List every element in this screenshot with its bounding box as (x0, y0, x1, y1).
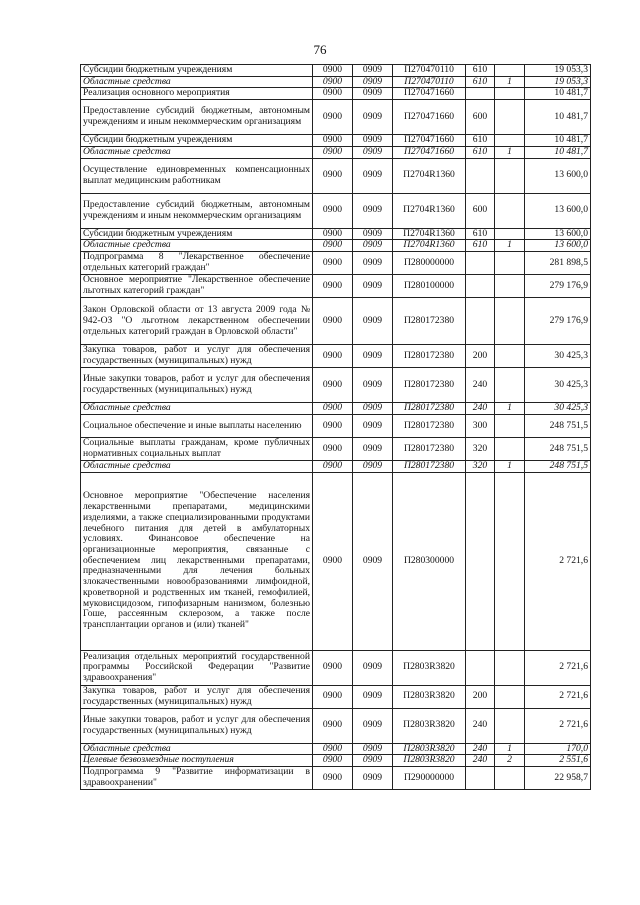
funding-source-code (495, 100, 525, 135)
funding-source-code: 1 (495, 403, 525, 415)
ministry-code: 0900 (313, 743, 353, 755)
funding-source-code (495, 650, 525, 685)
amount: 279 176,9 (525, 298, 591, 345)
section-code: 0909 (353, 298, 393, 345)
row-name: Субсидии бюджетным учреждениям (81, 228, 313, 240)
target-code: П2803R3820 (393, 650, 466, 685)
expense-type-code (466, 88, 495, 100)
expense-type-code (466, 472, 495, 650)
row-name: Иные закупки товаров, работ и услуг для обеспечения государственных (муниципальных) нужд (81, 708, 313, 743)
section-code: 0909 (353, 437, 393, 460)
table-row (81, 228, 591, 240)
target-code: П2803R3820 (393, 708, 466, 743)
ministry-code: 0900 (313, 414, 353, 437)
amount: 248 751,5 (525, 437, 591, 460)
row-name: Социальные выплаты гражданам, кроме публичных нормативных социальных выплат (81, 437, 313, 460)
amount: 22 958,7 (525, 767, 591, 790)
table-row (81, 460, 591, 472)
ministry-code: 0900 (313, 76, 353, 88)
row-name: Осуществление единовременных компенсационных выплат медицинским работникам (81, 158, 313, 193)
row-name: Целевые безвозмездные поступления (81, 755, 313, 767)
table-row (81, 403, 591, 415)
table-row (81, 135, 591, 147)
funding-source-code (495, 65, 525, 77)
section-code: 0909 (353, 460, 393, 472)
funding-source-code (495, 414, 525, 437)
amount: 13 600,0 (525, 158, 591, 193)
ministry-code: 0900 (313, 685, 353, 708)
row-name: Реализация основного мероприятия (81, 88, 313, 100)
funding-source-code (495, 88, 525, 100)
amount: 281 898,5 (525, 252, 591, 275)
row-name: Реализация отдельных мероприятий государственной программы Российской Федерации "Развитие здравоохранения" (81, 650, 313, 685)
section-code: 0909 (353, 685, 393, 708)
ministry-code: 0900 (313, 65, 353, 77)
amount: 19 053,3 (525, 76, 591, 88)
target-code: П270470110 (393, 65, 466, 77)
target-code: П280172380 (393, 437, 466, 460)
funding-source-code (495, 252, 525, 275)
expense-type-code (466, 767, 495, 790)
table-row (81, 345, 591, 368)
target-code: П270471660 (393, 100, 466, 135)
row-name: Областные средства (81, 743, 313, 755)
ministry-code: 0900 (313, 146, 353, 158)
table-row (81, 368, 591, 403)
expense-type-code: 240 (466, 708, 495, 743)
ministry-code: 0900 (313, 100, 353, 135)
table-row (81, 743, 591, 755)
ministry-code: 0900 (313, 767, 353, 790)
expense-type-code: 600 (466, 100, 495, 135)
target-code: П280172380 (393, 368, 466, 403)
table-row (81, 767, 591, 790)
ministry-code: 0900 (313, 298, 353, 345)
amount: 30 425,3 (525, 368, 591, 403)
funding-source-code (495, 345, 525, 368)
section-code: 0909 (353, 240, 393, 252)
target-code: П280100000 (393, 275, 466, 298)
section-code: 0909 (353, 76, 393, 88)
section-code: 0909 (353, 228, 393, 240)
section-code: 0909 (353, 767, 393, 790)
target-code: П280172380 (393, 460, 466, 472)
row-name: Подпрограмма 8 "Лекарственное обеспечение отдельных категорий граждан" (81, 252, 313, 275)
funding-source-code: 1 (495, 146, 525, 158)
section-code: 0909 (353, 650, 393, 685)
ministry-code: 0900 (313, 472, 353, 650)
amount: 10 481,7 (525, 146, 591, 158)
funding-source-code (495, 298, 525, 345)
page-number: 76 (313, 42, 327, 57)
section-code: 0909 (353, 345, 393, 368)
funding-source-code: 1 (495, 460, 525, 472)
section-code: 0909 (353, 275, 393, 298)
funding-source-code: 1 (495, 240, 525, 252)
ministry-code: 0900 (313, 650, 353, 685)
expense-type-code: 240 (466, 368, 495, 403)
funding-source-code (495, 275, 525, 298)
ministry-code: 0900 (313, 275, 353, 298)
section-code: 0909 (353, 368, 393, 403)
target-code: П280300000 (393, 472, 466, 650)
ministry-code: 0900 (313, 460, 353, 472)
section-code: 0909 (353, 88, 393, 100)
target-code: П2803R3820 (393, 743, 466, 755)
amount: 2 721,6 (525, 708, 591, 743)
funding-source-code (495, 437, 525, 460)
section-code: 0909 (353, 158, 393, 193)
amount: 248 751,5 (525, 414, 591, 437)
target-code: П290000000 (393, 767, 466, 790)
target-code: П2803R3820 (393, 685, 466, 708)
table-row (81, 252, 591, 275)
ministry-code: 0900 (313, 193, 353, 228)
target-code: П2803R3820 (393, 755, 466, 767)
row-name: Областные средства (81, 76, 313, 88)
section-code: 0909 (353, 193, 393, 228)
expense-type-code: 610 (466, 65, 495, 77)
funding-source-code (495, 135, 525, 147)
section-code: 0909 (353, 414, 393, 437)
target-code: П2704R1360 (393, 240, 466, 252)
ministry-code: 0900 (313, 228, 353, 240)
expense-type-code: 600 (466, 193, 495, 228)
target-code: П270471660 (393, 146, 466, 158)
table-row (81, 193, 591, 228)
row-name: Иные закупки товаров, работ и услуг для обеспечения государственных (муниципальных) нужд (81, 368, 313, 403)
target-code: П2704R1360 (393, 158, 466, 193)
expense-type-code: 240 (466, 755, 495, 767)
funding-source-code (495, 228, 525, 240)
amount: 2 721,6 (525, 650, 591, 685)
row-name: Областные средства (81, 403, 313, 415)
amount: 2 721,6 (525, 685, 591, 708)
target-code: П280000000 (393, 252, 466, 275)
ministry-code: 0900 (313, 437, 353, 460)
funding-source-code (495, 158, 525, 193)
row-name: Закупка товаров, работ и услуг для обеспечения государственных (муниципальных) нужд (81, 685, 313, 708)
funding-source-code (495, 368, 525, 403)
target-code: П280172380 (393, 403, 466, 415)
expense-type-code (466, 158, 495, 193)
table-row (81, 685, 591, 708)
funding-source-code (495, 767, 525, 790)
amount: 170,0 (525, 743, 591, 755)
ministry-code: 0900 (313, 345, 353, 368)
table-row (81, 650, 591, 685)
target-code: П270471660 (393, 88, 466, 100)
ministry-code: 0900 (313, 88, 353, 100)
amount: 10 481,7 (525, 100, 591, 135)
expense-type-code: 200 (466, 345, 495, 368)
funding-source-code: 2 (495, 755, 525, 767)
expense-type-code: 200 (466, 685, 495, 708)
row-name: Областные средства (81, 240, 313, 252)
funding-source-code (495, 193, 525, 228)
row-name: Областные средства (81, 146, 313, 158)
amount: 2 721,6 (525, 472, 591, 650)
expense-type-code (466, 252, 495, 275)
ministry-code: 0900 (313, 135, 353, 147)
amount: 2 551,6 (525, 755, 591, 767)
expense-type-code: 320 (466, 437, 495, 460)
target-code: П280172380 (393, 345, 466, 368)
expense-type-code: 240 (466, 743, 495, 755)
expense-type-code: 300 (466, 414, 495, 437)
expense-type-code: 320 (466, 460, 495, 472)
table-row (81, 414, 591, 437)
amount: 279 176,9 (525, 275, 591, 298)
section-code: 0909 (353, 403, 393, 415)
table-row (81, 755, 591, 767)
amount: 30 425,3 (525, 403, 591, 415)
section-code: 0909 (353, 252, 393, 275)
table-row (81, 76, 591, 88)
target-code: П2704R1360 (393, 228, 466, 240)
row-name: Основное мероприятие "Лекарственное обеспечение льготных категорий граждан" (81, 275, 313, 298)
expense-type-code (466, 275, 495, 298)
table-row (81, 708, 591, 743)
funding-source-code (495, 685, 525, 708)
ministry-code: 0900 (313, 240, 353, 252)
table-row (81, 298, 591, 345)
budget-table-body (81, 65, 591, 790)
table-row (81, 100, 591, 135)
row-name: Предоставление субсидий бюджетным, автономным учреждениям и иным некоммерческим организациям (81, 193, 313, 228)
funding-source-code: 1 (495, 76, 525, 88)
table-row (81, 146, 591, 158)
section-code: 0909 (353, 100, 393, 135)
amount: 10 481,7 (525, 135, 591, 147)
row-name: Закон Орловской области от 13 августа 2009 года № 942-ОЗ "О льготном лекарственном обеспечении отдельных категорий граждан в Орловской области" (81, 298, 313, 345)
row-name: Социальное обеспечение и иные выплаты населению (81, 414, 313, 437)
row-name: Основное мероприятие "Обеспечение населения лекарственными препаратами, медицинскими изделиями, а также специализированными продуктами лечебного питания для детей в амбулаторных условиях. Финансовое обеспечение на организационные мероприятия, связанные с обеспечением лиц лекарственными препаратами, предназначенными для лечения больных злокачественными новообразованиями лимфоидной, кроветворной и родственных им тканей, гемофилией, муковисцидозом, гипофизарным нанизмом, болезнью Гоше, рассеянным склерозом, а также после трансплантации органов и (или) тканей" (81, 472, 313, 650)
ministry-code: 0900 (313, 708, 353, 743)
ministry-code: 0900 (313, 403, 353, 415)
ministry-code: 0900 (313, 158, 353, 193)
table-row (81, 275, 591, 298)
table-row (81, 158, 591, 193)
table-row (81, 472, 591, 650)
amount: 13 600,0 (525, 228, 591, 240)
expense-type-code: 610 (466, 135, 495, 147)
table-row (81, 65, 591, 77)
target-code: П2704R1360 (393, 193, 466, 228)
row-name: Предоставление субсидий бюджетным, автономным учреждениям и иным некоммерческим организациям (81, 100, 313, 135)
expense-type-code (466, 650, 495, 685)
expense-type-code: 240 (466, 403, 495, 415)
budget-table (80, 64, 591, 790)
funding-source-code (495, 472, 525, 650)
section-code: 0909 (353, 755, 393, 767)
target-code: П270471660 (393, 135, 466, 147)
section-code: 0909 (353, 472, 393, 650)
table-row (81, 437, 591, 460)
amount: 13 600,0 (525, 193, 591, 228)
section-code: 0909 (353, 65, 393, 77)
ministry-code: 0900 (313, 368, 353, 403)
section-code: 0909 (353, 708, 393, 743)
expense-type-code: 610 (466, 228, 495, 240)
expense-type-code: 610 (466, 240, 495, 252)
table-row (81, 88, 591, 100)
expense-type-code (466, 298, 495, 345)
target-code: П280172380 (393, 298, 466, 345)
section-code: 0909 (353, 146, 393, 158)
amount: 30 425,3 (525, 345, 591, 368)
amount: 10 481,7 (525, 88, 591, 100)
amount: 19 053,3 (525, 65, 591, 77)
ministry-code: 0900 (313, 252, 353, 275)
row-name: Субсидии бюджетным учреждениям (81, 135, 313, 147)
funding-source-code: 1 (495, 743, 525, 755)
expense-type-code: 610 (466, 76, 495, 88)
row-name: Субсидии бюджетным учреждениям (81, 65, 313, 77)
amount: 248 751,5 (525, 460, 591, 472)
row-name: Закупка товаров, работ и услуг для обеспечения государственных (муниципальных) нужд (81, 345, 313, 368)
target-code: П280172380 (393, 414, 466, 437)
target-code: П270470110 (393, 76, 466, 88)
row-name: Областные средства (81, 460, 313, 472)
section-code: 0909 (353, 135, 393, 147)
ministry-code: 0900 (313, 755, 353, 767)
amount: 13 600,0 (525, 240, 591, 252)
table-row (81, 240, 591, 252)
expense-type-code: 610 (466, 146, 495, 158)
funding-source-code (495, 708, 525, 743)
section-code: 0909 (353, 743, 393, 755)
row-name: Подпрограмма 9 "Развитие информатизации в здравоохранении" (81, 767, 313, 790)
